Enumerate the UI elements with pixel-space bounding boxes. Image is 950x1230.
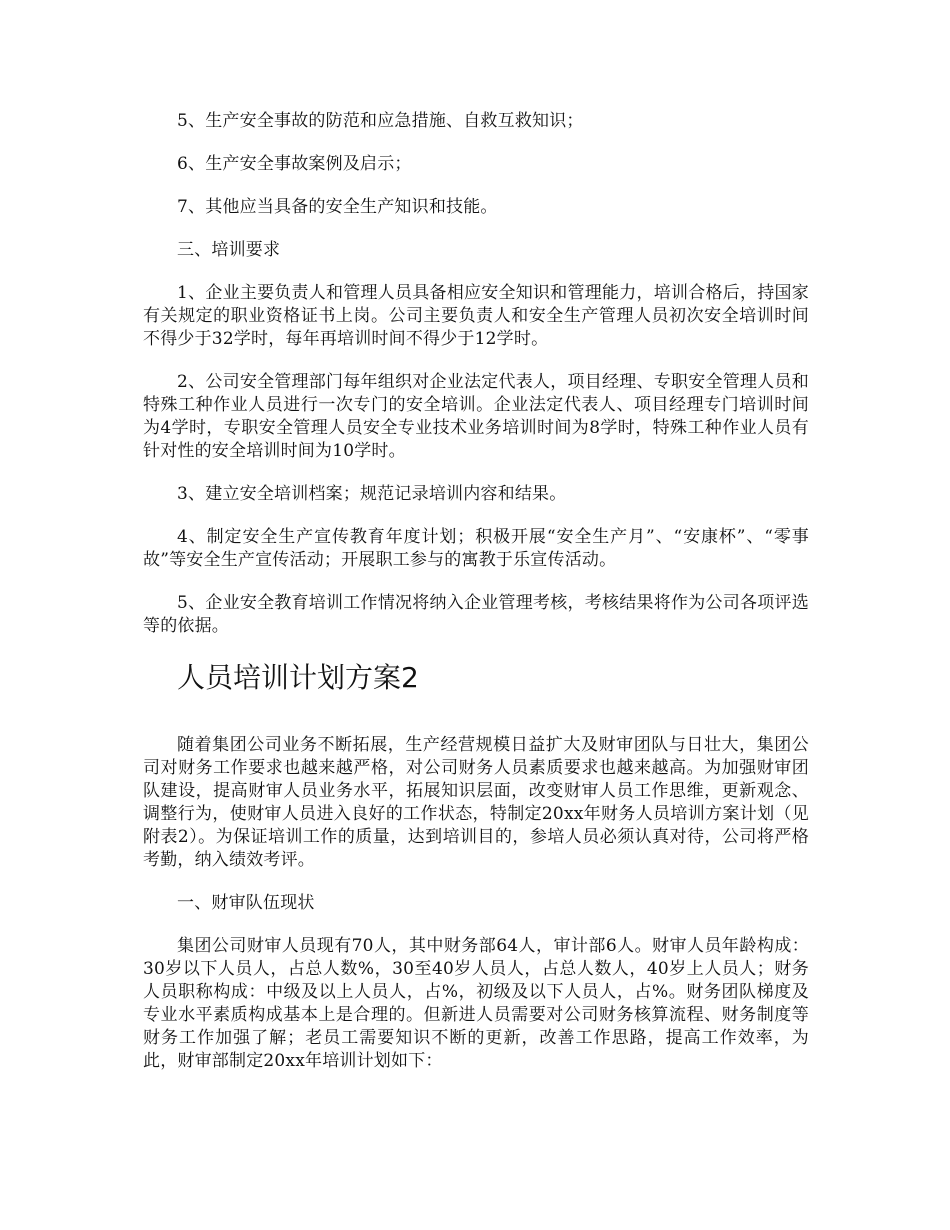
section-heading-training-requirements: 三、培训要求 [177,240,281,260]
paragraph-requirement-1: 1、企业主要负责人和管理人员具备相应安全知识和管理能力，培训合格后，持国家有关规定的职业资格证书上岗。公司主要负责人和安全生产管理人员初次安全培训时间不得少于32学时，每年再培训时间不得少于12学时。 [143,283,809,349]
paragraph-requirement-3: 3、建立安全培训档案；规范记录培训内容和结果。 [177,484,567,504]
section-heading-team-status: 一、财审队伍现状 [177,893,315,913]
paragraph-item-5: 5、生产安全事故的防范和应急措施、自救互救知识； [177,111,584,131]
paragraph-requirement-4: 4、制定安全生产宣传教育年度计划；积极开展“安全生产月”、“安康杯”、“零事故”等安全生产宣传活动；开展职工参与的寓教于乐宣传活动。 [143,527,809,570]
paragraph-team-status: 集团公司财审人员现有70人，其中财务部64人，审计部6人。财审人员年龄构成：30岁以下人员人，占总人数%，30至40岁人员人，占总人数人，40岁上人员人；财务人员职称构成：中级及以上人员人，占%，初级及以下人员人，占%。财务团队梯度及专业水平素质构成基本上是合理的。但新进人员需要对公司财务核算流程、财务制度等财务工作加强了解；老员工需要知识不断的更新，改善工作思路，提高工作效率，为此，财审部制定20xx年培训计划如下： [143,936,809,1071]
document-body [143,110,809,1093]
paragraph-requirement-5: 5、企业安全教育培训工作情况将纳入企业管理考核，考核结果将作为公司各项评选等的依据。 [143,593,809,636]
section-title-plan-2: 人员培训计划方案2 [177,661,419,694]
paragraph-intro: 随着集团公司业务不断拓展，生产经营规模日益扩大及财审团队与日壮大，集团公司对财务工作要求也越来越严格，对公司财务人员素质要求也越来越高。为加强财审团队建设，提高财审人员业务水平，拓展知识层面，改变财审人员工作思维，更新观念、调整行为，使财审人员进入良好的工作状态，特制定20xx年财务人员培训方案计划（见附表2）。为保证培训工作的质量，达到培训目的，参培人员必须认真对待，公司将严格考勤，纳入绩效考评。 [143,735,809,870]
paragraph-requirement-2: 2、公司安全管理部门每年组织对企业法定代表人，项目经理、专职安全管理人员和特殊工种作业人员进行一次专门的安全培训。企业法定代表人、项目经理专门培训时间为4学时，专职安全管理人员安全专业技术业务培训时间为8学时，特殊工种作业人员有针对性的安全培训时间为10学时。 [143,372,809,461]
paragraph-item-6: 6、生产安全事故案例及启示； [177,154,412,174]
paragraph-item-7: 7、其他应当具备的安全生产知识和技能。 [177,197,498,217]
